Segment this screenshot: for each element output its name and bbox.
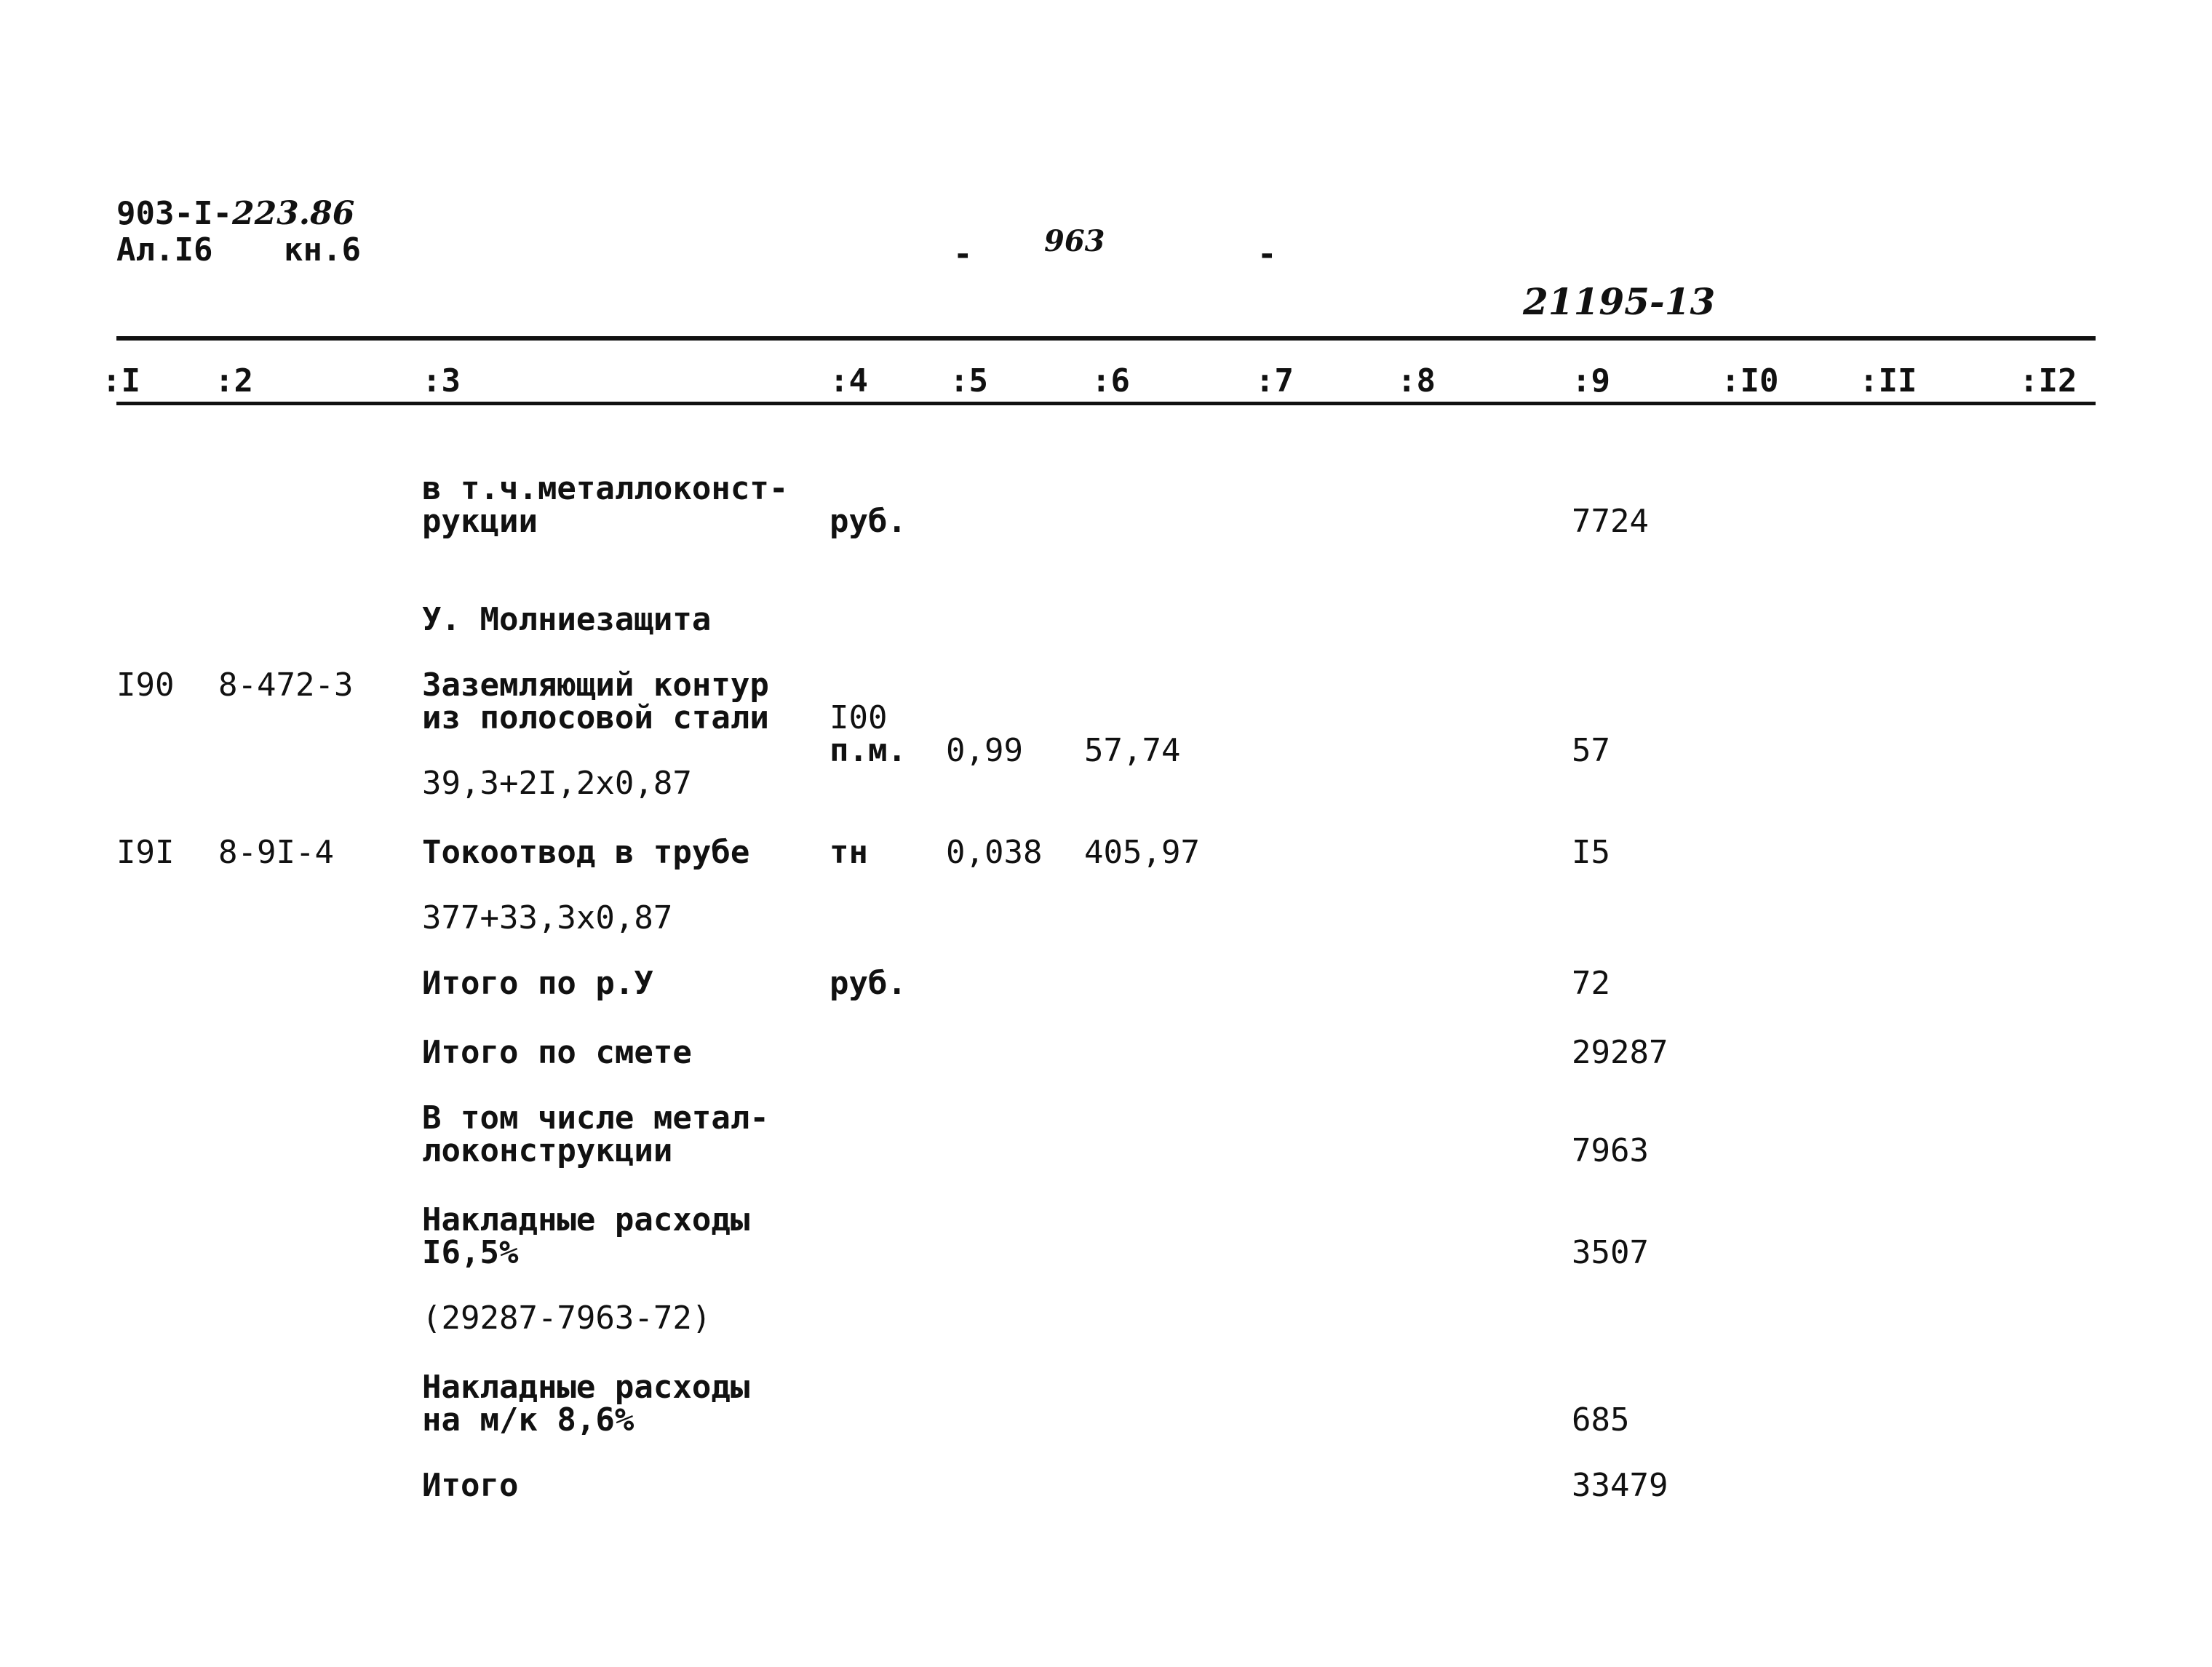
book-label: кн.6 xyxy=(284,231,361,268)
row-description: в т.ч.металлоконст- xyxy=(422,470,789,507)
column-header: :I2 xyxy=(2019,362,2077,399)
row-description: на м/к 8,6% xyxy=(422,1401,634,1439)
row-description: Итого по р.У xyxy=(422,965,653,1002)
row-description: локонструкции xyxy=(422,1132,673,1169)
document-code xyxy=(116,195,355,232)
document-code-handwritten: 223.86 xyxy=(231,195,355,232)
row-amount: 7963 xyxy=(1572,1132,1649,1169)
row-description: Заземляющий контур xyxy=(422,667,769,704)
row-formula: 377+33,3х0,87 xyxy=(422,899,673,936)
row-description: Итого по смете xyxy=(422,1034,692,1071)
row-code: 8-9I-4 xyxy=(218,834,334,871)
row-amount: 3507 xyxy=(1572,1234,1649,1271)
row-unit: I00 xyxy=(830,699,888,736)
row-number: I90 xyxy=(116,667,175,704)
column-header: :4 xyxy=(830,362,868,399)
row-amount: 33479 xyxy=(1572,1467,1668,1504)
row-code: 8-472-3 xyxy=(218,667,354,704)
row-amount: I5 xyxy=(1572,834,1610,871)
row-description: рукции xyxy=(422,503,538,540)
row-amount: 685 xyxy=(1572,1401,1630,1439)
column-header: :9 xyxy=(1572,362,1610,399)
column-header: :6 xyxy=(1091,362,1130,399)
column-header: :2 xyxy=(215,362,253,399)
top-rule xyxy=(116,336,2096,341)
row-price: 57,74 xyxy=(1084,732,1181,769)
row-number: I9I xyxy=(116,834,175,871)
column-header: :II xyxy=(1859,362,1917,399)
column-header: :5 xyxy=(950,362,988,399)
row-description: Токоотвод в трубе xyxy=(422,834,750,871)
row-price: 405,97 xyxy=(1084,834,1200,871)
row-quantity: 0,038 xyxy=(946,834,1043,871)
column-header: :I xyxy=(102,362,140,399)
row-amount: 72 xyxy=(1572,965,1610,1002)
row-unit: п.м. xyxy=(830,732,907,769)
section-title: У. Молниезащита xyxy=(422,601,712,638)
column-header: :7 xyxy=(1255,362,1294,399)
row-formula: 39,3+2I,2х0,87 xyxy=(422,765,692,802)
row-unit: руб. xyxy=(830,965,907,1002)
column-header: :I0 xyxy=(1721,362,1779,399)
row-description: I6,5% xyxy=(422,1234,519,1271)
page-number: 963 xyxy=(1044,224,1105,258)
stamp-number: 21195-13 xyxy=(1523,280,1716,323)
row-description: В том числе метал- xyxy=(422,1099,769,1137)
row-amount: 7724 xyxy=(1572,503,1649,540)
row-description: из полосовой стали xyxy=(422,699,769,736)
sheet-label: Ал.I6 xyxy=(116,231,213,268)
row-description: Накладные расходы xyxy=(422,1201,750,1238)
document-code-prefix: 903-I- xyxy=(116,195,232,232)
column-header: :8 xyxy=(1397,362,1436,399)
header-underline xyxy=(116,402,2096,405)
column-header: :3 xyxy=(422,362,461,399)
row-unit: руб. xyxy=(830,503,907,540)
row-formula: (29287-7963-72) xyxy=(422,1300,712,1337)
row-amount: 29287 xyxy=(1572,1034,1668,1071)
page-dash-left: - xyxy=(953,236,973,273)
row-description: Накладные расходы xyxy=(422,1369,750,1406)
page-dash-right: - xyxy=(1257,236,1277,273)
row-description: Итого xyxy=(422,1467,519,1504)
row-quantity: 0,99 xyxy=(946,732,1023,769)
row-unit: тн xyxy=(830,834,868,871)
row-amount: 57 xyxy=(1572,732,1610,769)
